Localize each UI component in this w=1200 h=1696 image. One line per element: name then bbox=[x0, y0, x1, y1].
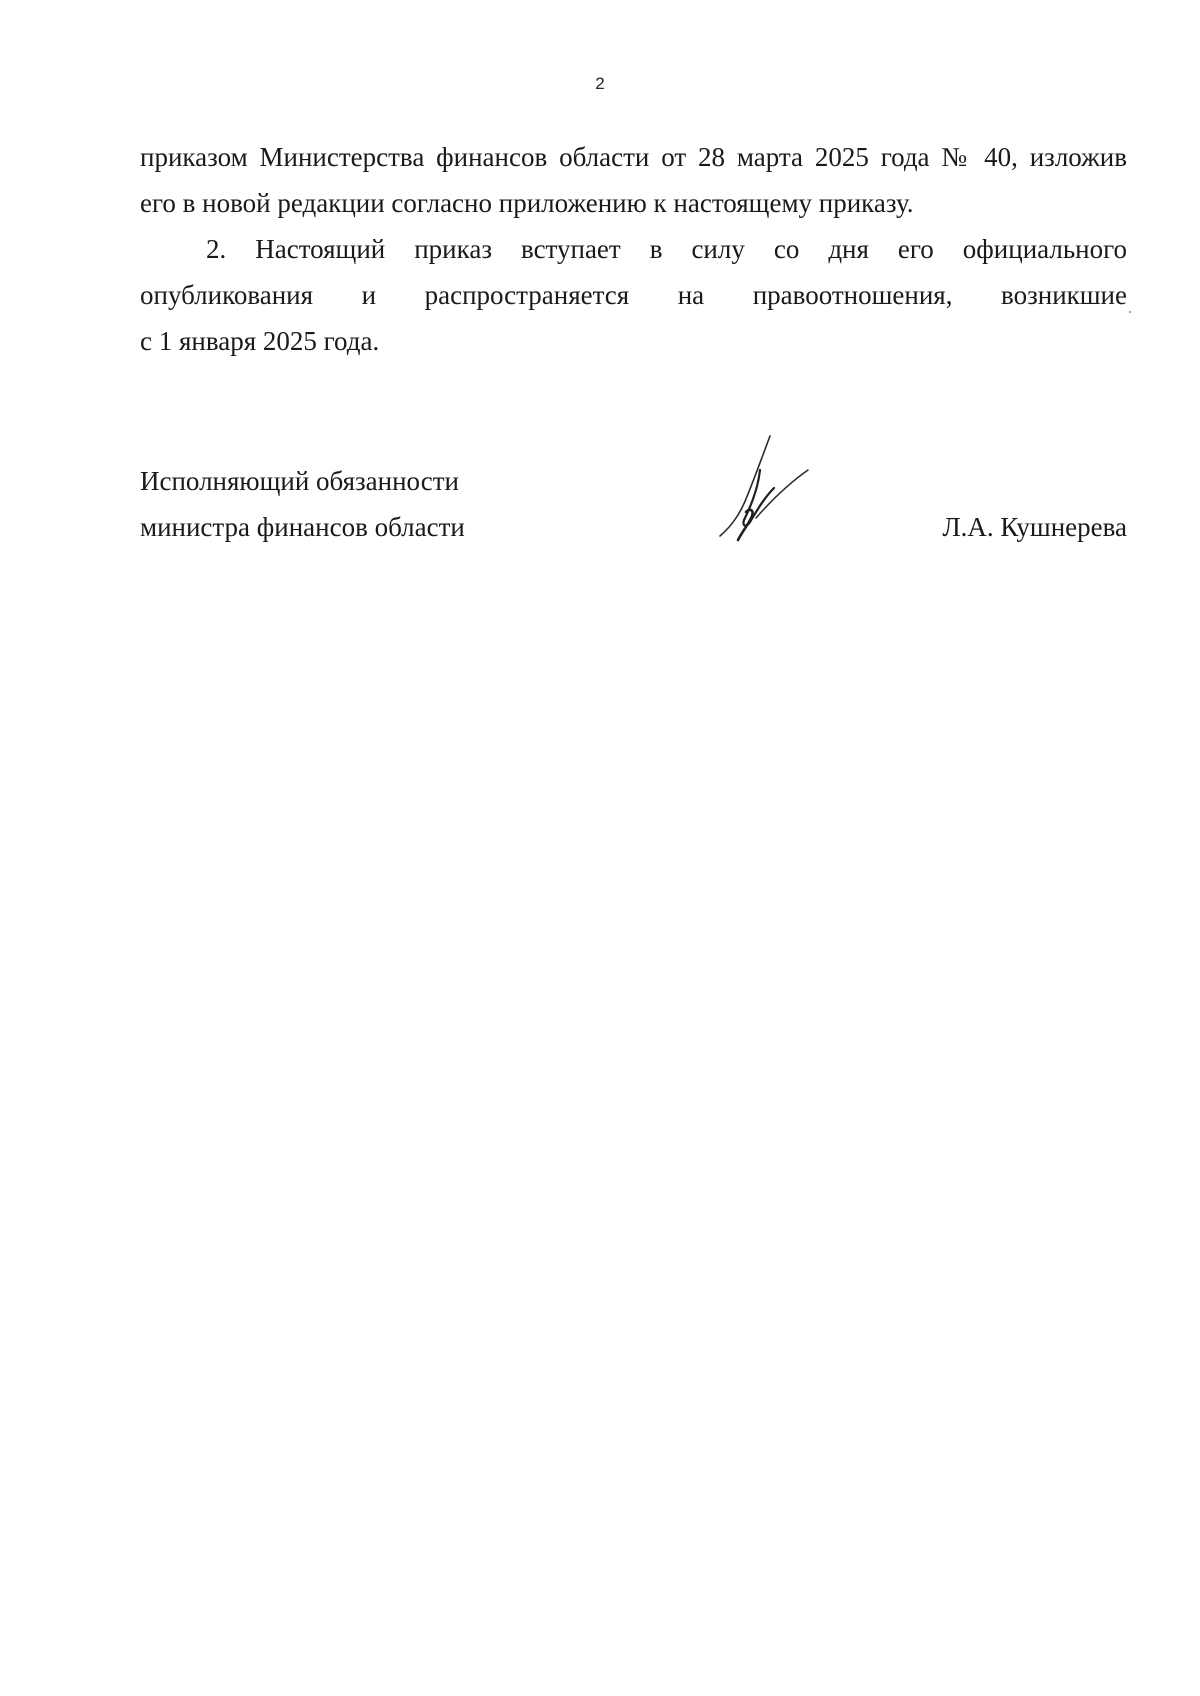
signatory-title-line: Исполняющий обязанности bbox=[140, 466, 459, 496]
scan-artifact bbox=[1129, 311, 1131, 313]
paragraph-continuation bbox=[140, 134, 1127, 226]
signatory-title-line: министра финансов области bbox=[140, 512, 465, 542]
handwritten-signature bbox=[712, 432, 812, 544]
signatory-name: Л.А. Кушнерева bbox=[942, 512, 1127, 542]
paragraph-line: с 1 января 2025 года. bbox=[140, 326, 380, 356]
paragraph-line: 2. Настоящий приказ вступает в силу со дня его официального bbox=[206, 234, 1127, 264]
page-number: 2 bbox=[595, 74, 605, 93]
paragraph-line: его в новой редакции согласно приложению к настоящему приказу. bbox=[140, 188, 914, 218]
paragraph-line: опубликования и распространяется на правоотношения, возникшие bbox=[140, 280, 1127, 310]
paragraph-item-2 bbox=[140, 226, 1127, 364]
paragraph-line: приказом Министерства финансов области от 28 марта 2025 года № 40, изложив bbox=[140, 142, 1127, 172]
signatory-title bbox=[140, 458, 465, 550]
